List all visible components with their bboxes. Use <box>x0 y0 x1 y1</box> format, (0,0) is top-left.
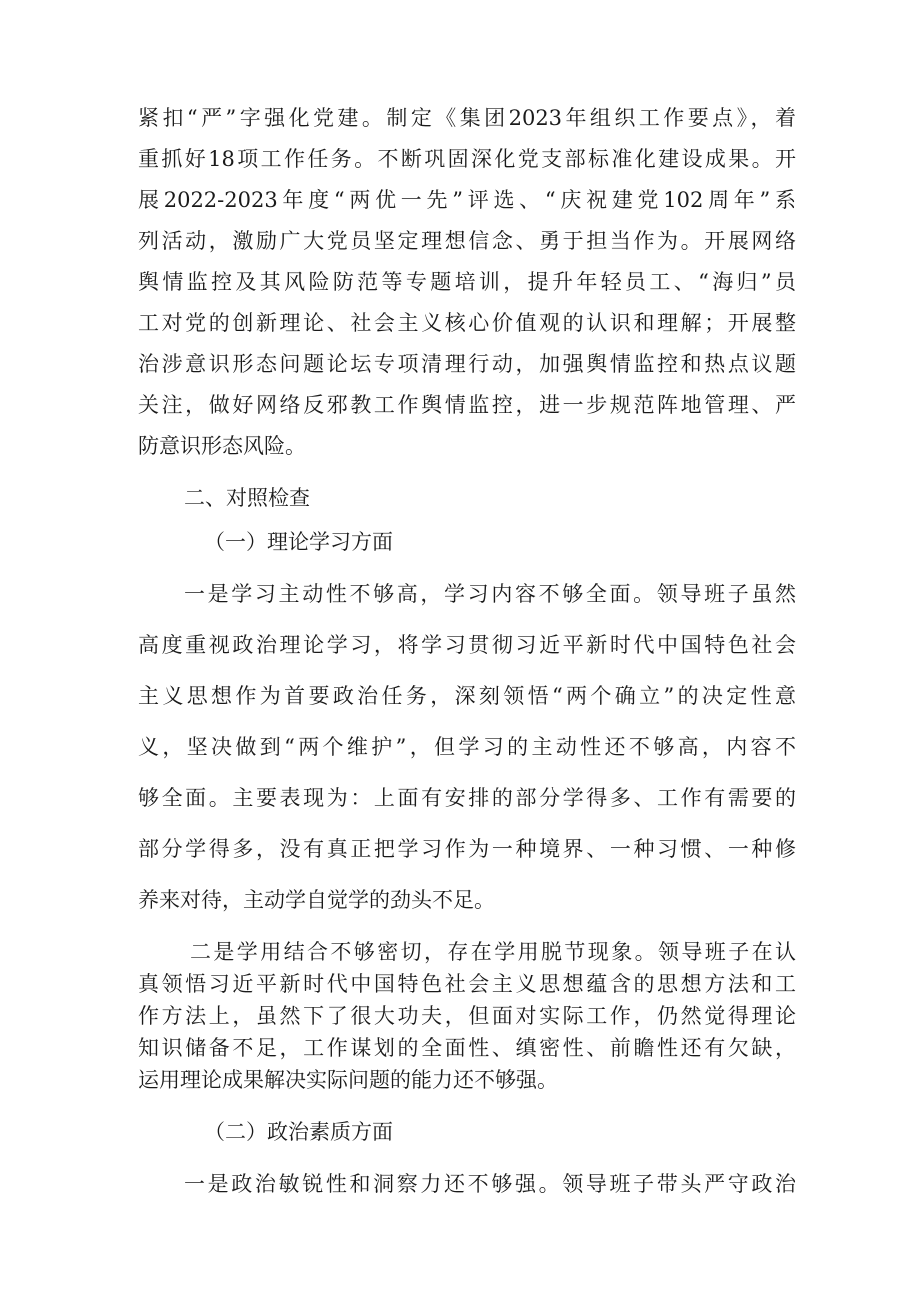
subsection-heading: （一）理论学习方面 <box>204 530 393 554</box>
paragraph-line: 防意识形态风险。 <box>138 434 306 458</box>
paragraph-line: 舆情监控及其风险防范等专题培训，提升年轻员工、“海归”员 <box>138 270 796 294</box>
paragraph-line: 真领悟习近平新时代中国特色社会主义思想蕴含的思想方法和工 <box>138 972 796 996</box>
paragraph-line: 一是学习主动性不够高，学习内容不够全面。领导班子虽然 <box>184 582 796 606</box>
paragraph-line: 重抓好18项工作任务。不断巩固深化党支部标准化建设成果。开 <box>138 147 796 171</box>
paragraph-line: 关注，做好网络反邪教工作舆情监控，进一步规范阵地管理、严 <box>138 393 796 417</box>
paragraph-line: 治涉意识形态问题论坛专项清理行动，加强舆情监控和热点议题 <box>138 352 796 376</box>
paragraph-line: 养来对待，主动学自觉学的劲头不足。 <box>138 888 495 912</box>
subsection-heading: （二）政治素质方面 <box>204 1120 393 1144</box>
paragraph-line: 高度重视政治理论学习，将学习贯彻习近平新时代中国特色社会 <box>138 633 796 657</box>
paragraph-line: 作方法上，虽然下了很大功夫，但面对实际工作，仍然觉得理论 <box>138 1004 796 1028</box>
paragraph-line: 二是学用结合不够密切，存在学用脱节现象。领导班子在认 <box>190 940 796 964</box>
section-heading: 二、对照检查 <box>184 486 310 510</box>
paragraph-line: 运用理论成果解决实际问题的能力还不够强。 <box>138 1068 558 1092</box>
paragraph-line: 紧扣“严”字强化党建。制定《集团2023年组织工作要点》，着 <box>138 106 796 130</box>
paragraph-line: 够全面。主要表现为：上面有安排的部分学得多、工作有需要的 <box>138 786 796 810</box>
paragraph-line: 展2022-2023年度“两优一先”评选、“庆祝建党102周年”系 <box>138 188 796 212</box>
paragraph-line: 知识储备不足，工作谋划的全面性、缜密性、前瞻性还有欠缺， <box>138 1036 796 1060</box>
paragraph-line: 部分学得多，没有真正把学习作为一种境界、一种习惯、一种修 <box>138 837 796 861</box>
paragraph-line: 一是政治敏锐性和洞察力还不够强。领导班子带头严守政治 <box>184 1172 796 1196</box>
paragraph-line: 列活动，激励广大党员坚定理想信念、勇于担当作为。开展网络 <box>138 229 796 253</box>
paragraph-line: 主义思想作为首要政治任务，深刻领悟“两个确立”的决定性意 <box>138 684 796 708</box>
paragraph-line: 义，坚决做到“两个维护”，但学习的主动性还不够高，内容不 <box>138 735 796 759</box>
paragraph-line: 工对党的创新理论、社会主义核心价值观的认识和理解；开展整 <box>138 311 796 335</box>
